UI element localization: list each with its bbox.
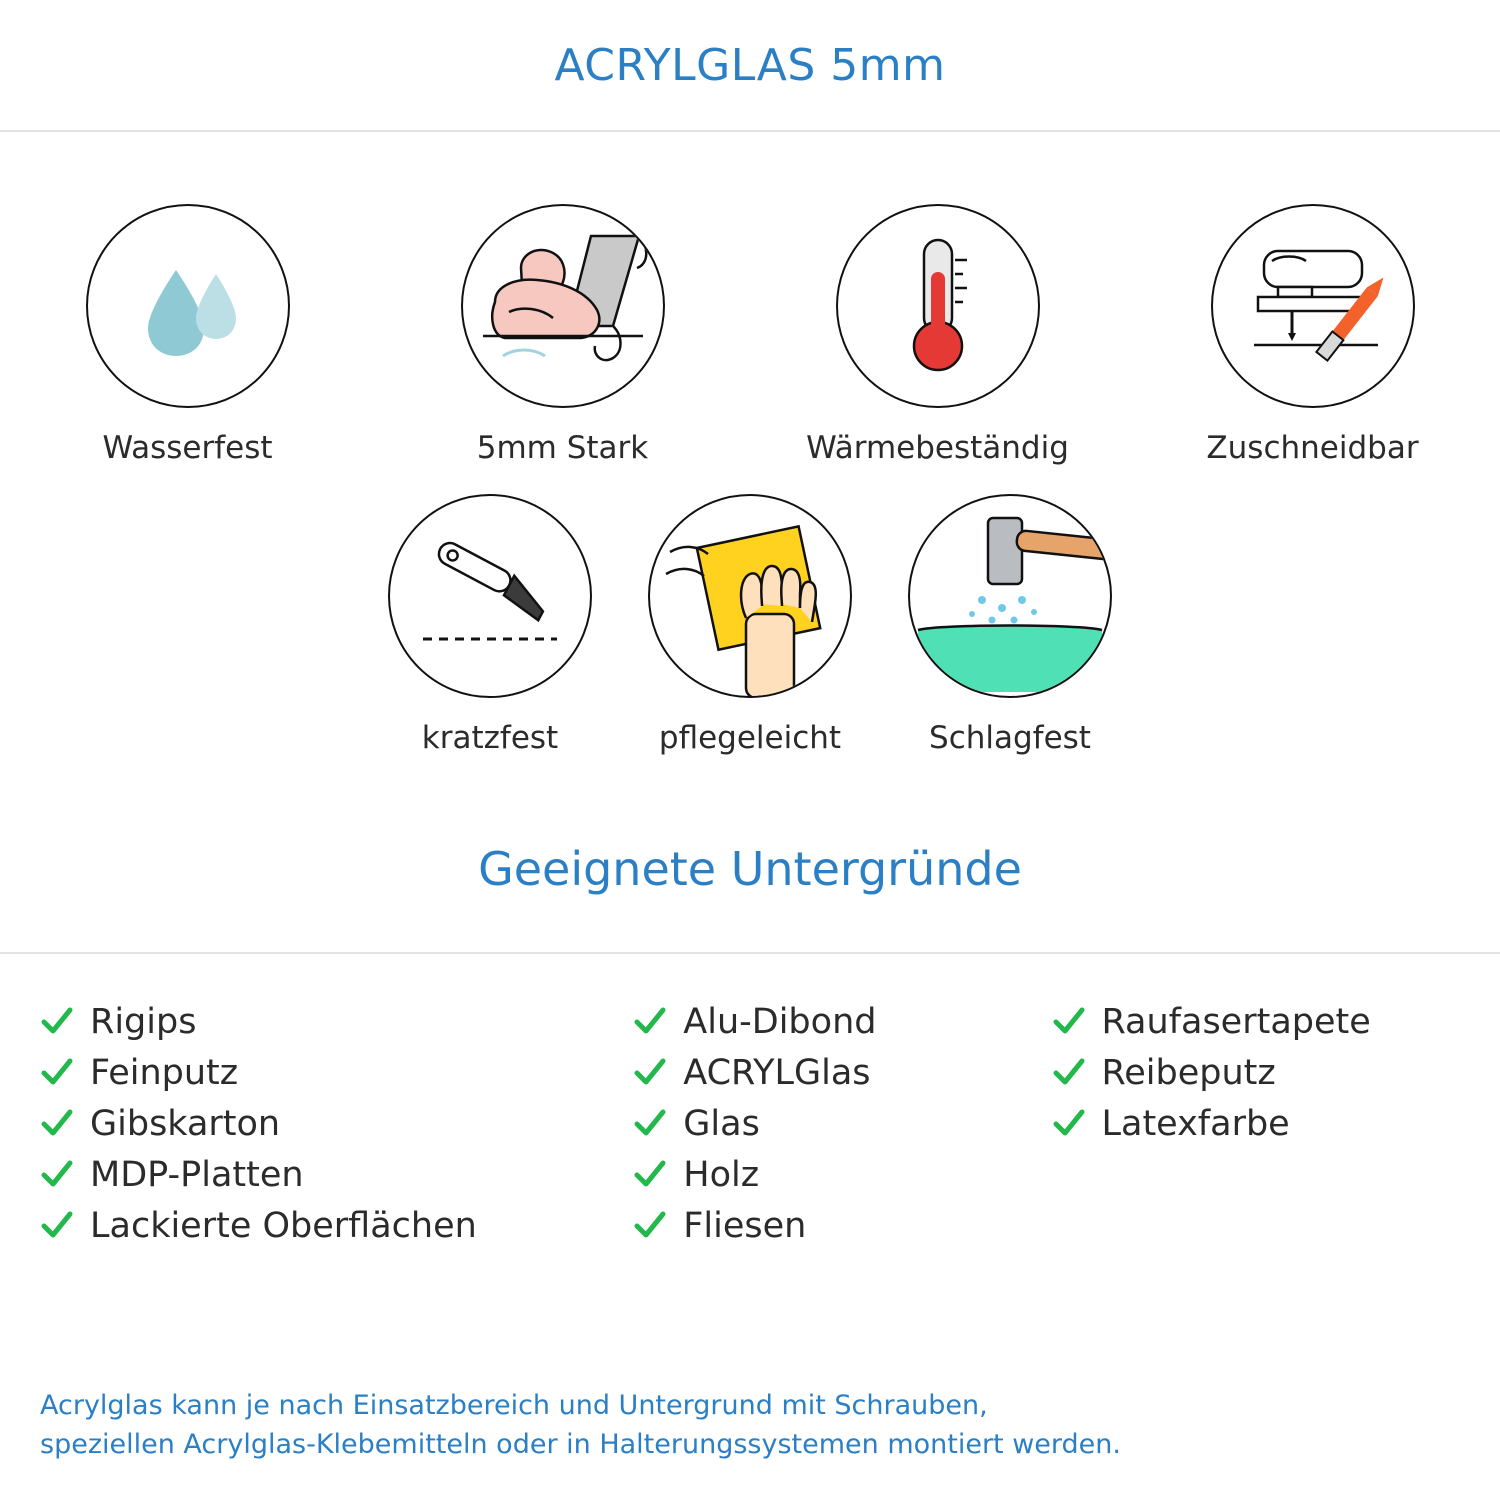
- list-item: [633, 1047, 1051, 1098]
- list-item-label: Holz: [683, 1154, 760, 1195]
- check-icon: [40, 1158, 74, 1192]
- feature-label: 5mm Stark: [476, 430, 649, 466]
- strong-arm-icon: [461, 204, 665, 408]
- hammer-impact-icon: [908, 494, 1112, 698]
- list-item-label: Rigips: [90, 1001, 197, 1042]
- footer-note: [40, 1386, 1460, 1464]
- features-section: [0, 132, 1500, 756]
- feature-row-1: [0, 204, 1500, 466]
- check-icon: [1052, 1005, 1086, 1039]
- knife-scratch-icon: [388, 494, 592, 698]
- feature-5mm-stark: [375, 204, 750, 466]
- check-icon: [1052, 1056, 1086, 1090]
- list-item: [1052, 996, 1461, 1047]
- thermometer-icon: [836, 204, 1040, 408]
- check-icon: [633, 1056, 667, 1090]
- check-icon: [633, 1107, 667, 1141]
- section-title: Geeignete Untergründe: [478, 842, 1022, 896]
- substrates-column-1: [40, 996, 633, 1251]
- hand-cloth-icon: [648, 494, 852, 698]
- check-icon: [40, 1107, 74, 1141]
- list-item-label: Feinputz: [90, 1052, 239, 1093]
- list-item-label: Raufasertapete: [1101, 1001, 1371, 1042]
- footer-line-2: speziellen Acrylglas-Klebemitteln oder in Halterungssystemen montiert werden.: [40, 1428, 1121, 1460]
- feature-row-2: [0, 494, 1500, 756]
- jigsaw-cutter-icon: [1211, 204, 1415, 408]
- feature-pflegeleicht: [620, 494, 880, 756]
- feature-kratzfest: [360, 494, 620, 756]
- check-icon: [633, 1005, 667, 1039]
- check-icon: [40, 1209, 74, 1243]
- feature-label: Wasserfest: [102, 430, 273, 466]
- list-item-label: Gibskarton: [90, 1103, 281, 1144]
- list-item-label: Fliesen: [683, 1205, 807, 1246]
- list-item-label: ACRYLGlas: [683, 1052, 871, 1093]
- list-item: [633, 1098, 1051, 1149]
- page-title: ACRYLGLAS 5mm: [554, 39, 946, 91]
- water-drops-icon: [86, 204, 290, 408]
- list-item: [633, 996, 1051, 1047]
- footer-line-1: Acrylglas kann je nach Einsatzbereich und Untergrund mit Schrauben,: [40, 1389, 988, 1421]
- list-item: [1052, 1098, 1461, 1149]
- check-icon: [40, 1005, 74, 1039]
- substrates-list: [0, 954, 1500, 1251]
- feature-label: kratzfest: [421, 720, 559, 756]
- list-item: [1052, 1047, 1461, 1098]
- section-header: [0, 842, 1500, 954]
- header: [0, 0, 1500, 132]
- feature-label: pflegeleicht: [658, 720, 842, 756]
- feature-zuschneidbar: [1125, 204, 1500, 466]
- list-item-label: Alu-Dibond: [683, 1001, 877, 1042]
- list-item: [40, 1047, 633, 1098]
- feature-label: Schlagfest: [929, 720, 1091, 756]
- list-item-label: Latexfarbe: [1101, 1103, 1290, 1144]
- substrates-column-3: [1052, 996, 1461, 1251]
- list-item: [40, 1098, 633, 1149]
- feature-label: Wärmebeständig: [806, 430, 1069, 466]
- feature-wasserfest: [0, 204, 375, 466]
- list-item: [633, 1149, 1051, 1200]
- feature-label: Zuschneidbar: [1206, 430, 1419, 466]
- check-icon: [633, 1209, 667, 1243]
- list-item-label: Lackierte Oberflächen: [90, 1205, 477, 1246]
- list-item-label: Reibeputz: [1101, 1052, 1276, 1093]
- list-item: [40, 1200, 633, 1251]
- feature-schlagfest: [880, 494, 1140, 756]
- list-item-label: MDP-Platten: [90, 1154, 304, 1195]
- check-icon: [1052, 1107, 1086, 1141]
- list-item: [633, 1200, 1051, 1251]
- list-item: [40, 1149, 633, 1200]
- list-item: [40, 996, 633, 1047]
- feature-waermebestaendig: [750, 204, 1125, 466]
- check-icon: [633, 1158, 667, 1192]
- list-item-label: Glas: [683, 1103, 760, 1144]
- substrates-column-2: [633, 996, 1051, 1251]
- check-icon: [40, 1056, 74, 1090]
